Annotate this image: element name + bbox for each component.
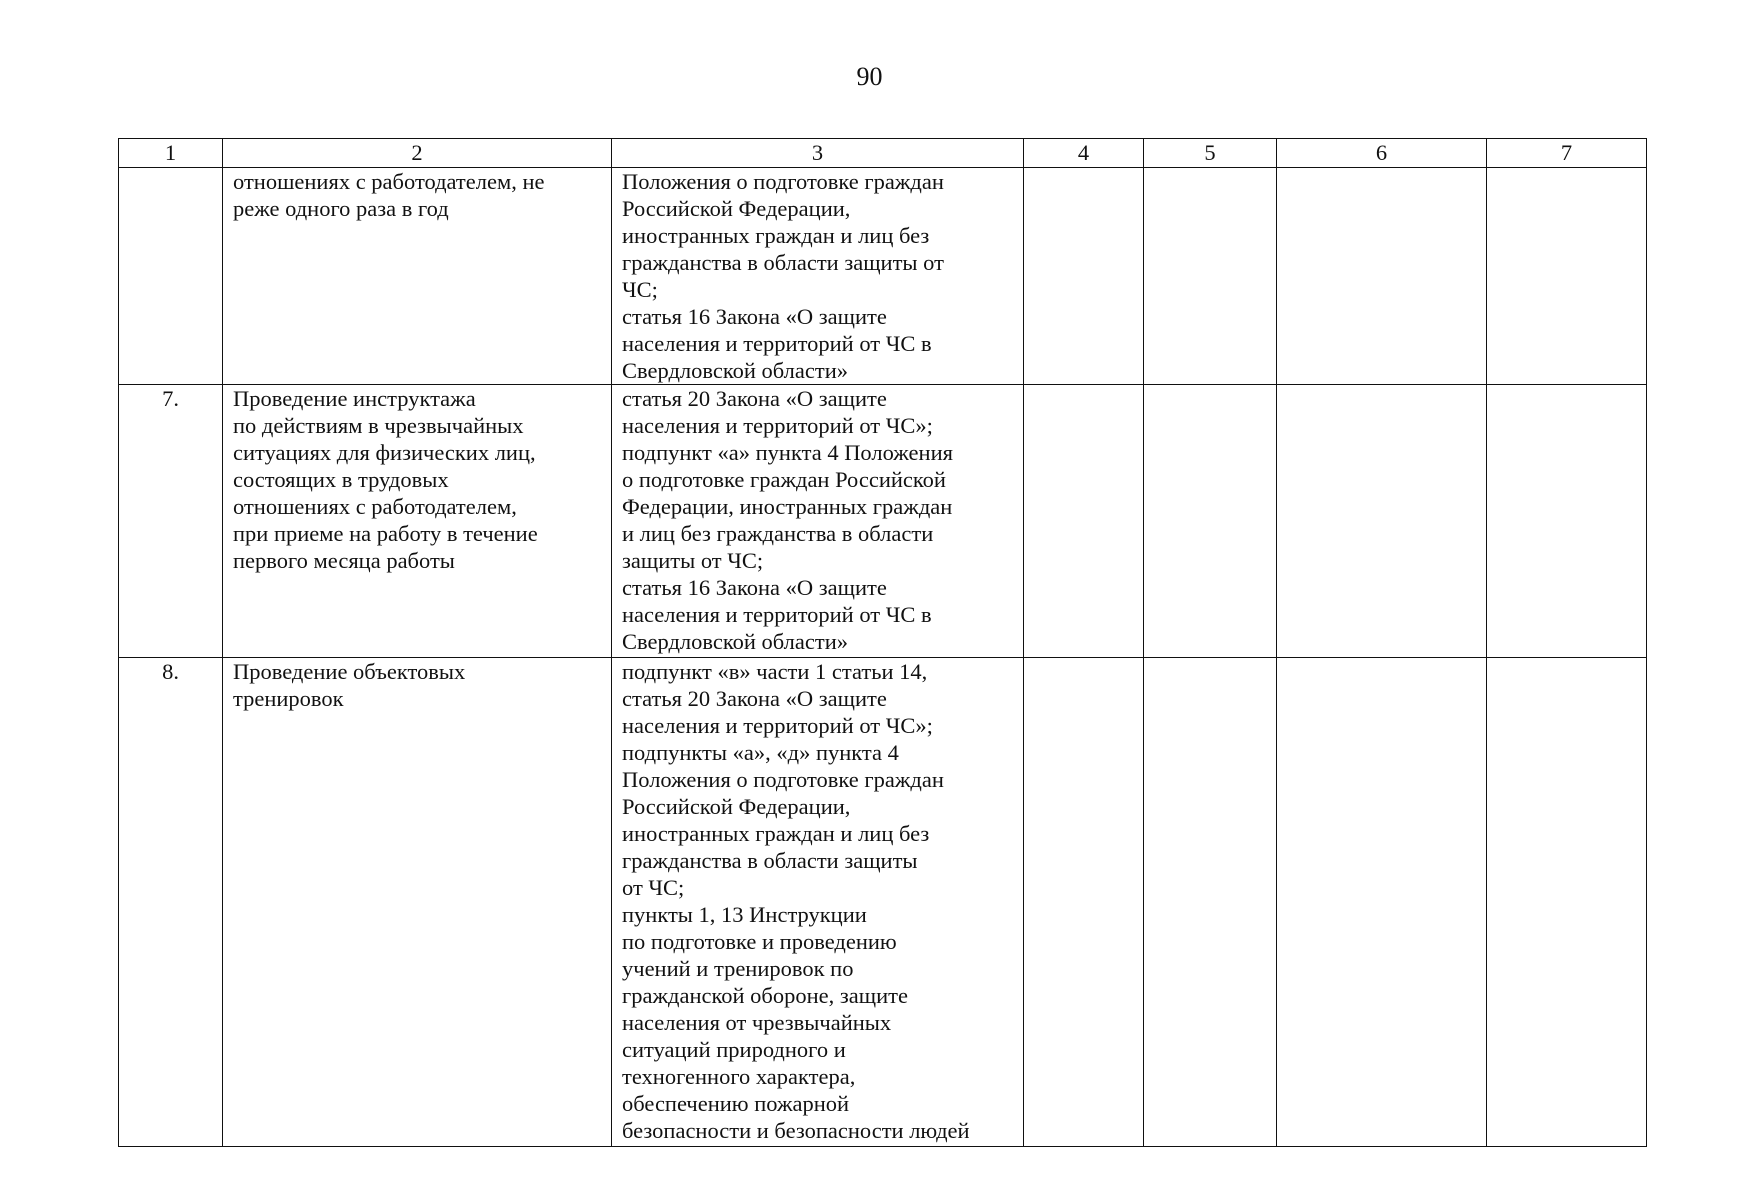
- text-line: Российской Федерации,: [622, 196, 851, 221]
- text-line: отношениях с работодателем, не: [233, 169, 545, 194]
- text-line: защиты от ЧС;: [622, 548, 764, 573]
- text-line: и лиц без гражданства в области: [622, 521, 934, 546]
- text-line: реже одного раза в год: [233, 196, 449, 221]
- column-header: 7: [1487, 139, 1647, 168]
- text-line: Положения о подготовке граждан: [622, 169, 944, 194]
- text-line: тренировок: [233, 686, 344, 711]
- column-header: 4: [1024, 139, 1144, 168]
- text-line: Положения о подготовке граждан: [622, 767, 944, 792]
- text-line: отношениях с работодателем,: [233, 494, 517, 519]
- text-line: населения и территорий от ЧС в: [622, 602, 932, 627]
- page-number: 90: [856, 62, 883, 91]
- text-line: подпункт «в» части 1 статьи 14,: [622, 659, 928, 684]
- empty-cell: [1277, 168, 1487, 385]
- text-line: Свердловской области»: [622, 358, 849, 383]
- text-line: ЧС;: [622, 277, 658, 302]
- text-line: иностранных граждан и лиц без: [622, 223, 930, 248]
- text-line: населения и территорий от ЧС»;: [622, 413, 933, 438]
- table-row: [119, 385, 1647, 658]
- legal-basis-cell: [612, 658, 1024, 1147]
- empty-cell: [1487, 658, 1647, 1147]
- empty-cell: [1277, 658, 1487, 1147]
- text-line: при приеме на работу в течение: [233, 521, 538, 546]
- activity-cell: [223, 168, 612, 385]
- row-number: 7.: [119, 385, 223, 658]
- empty-cell: [1144, 168, 1277, 385]
- column-header: 2: [223, 139, 612, 168]
- empty-cell: [1487, 168, 1647, 385]
- text-line: обеспечению пожарной: [622, 1091, 850, 1116]
- text-line: Проведение инструктажа: [233, 386, 476, 411]
- table-row: [119, 658, 1647, 1147]
- row-number: [119, 168, 223, 385]
- empty-cell: [1487, 385, 1647, 658]
- text-line: учений и тренировок по: [622, 956, 854, 981]
- text-line: гражданства в области защиты от: [622, 250, 944, 275]
- text-line: первого месяца работы: [233, 548, 455, 573]
- text-line: статья 16 Закона «О защите: [622, 575, 887, 600]
- text-line: техногенного характера,: [622, 1064, 856, 1089]
- text-line: Проведение объектовых: [233, 659, 466, 684]
- legal-basis-cell: [612, 168, 1024, 385]
- text-line: гражданства в области защиты: [622, 848, 918, 873]
- table-row: [119, 168, 1647, 385]
- legal-basis-cell: [612, 385, 1024, 658]
- text-line: безопасности и безопасности людей: [622, 1118, 970, 1143]
- activity-cell: [223, 385, 612, 658]
- column-header: 1: [119, 139, 223, 168]
- text-line: гражданской обороне, защите: [622, 983, 908, 1008]
- column-header: 3: [612, 139, 1024, 168]
- text-line: по действиям в чрезвычайных: [233, 413, 524, 438]
- text-line: статья 16 Закона «О защите: [622, 304, 887, 329]
- text-line: о подготовке граждан Российской: [622, 467, 946, 492]
- text-line: населения и территорий от ЧС»;: [622, 713, 933, 738]
- empty-cell: [1144, 385, 1277, 658]
- column-header: 6: [1277, 139, 1487, 168]
- text-line: подпункт «а» пункта 4 Положения: [622, 440, 953, 465]
- text-line: от ЧС;: [622, 875, 685, 900]
- text-line: Федерации, иностранных граждан: [622, 494, 953, 519]
- text-line: состоящих в трудовых: [233, 467, 449, 492]
- text-line: ситуаций природного и: [622, 1037, 846, 1062]
- text-line: иностранных граждан и лиц без: [622, 821, 930, 846]
- empty-cell: [1144, 658, 1277, 1147]
- text-line: по подготовке и проведению: [622, 929, 897, 954]
- text-line: ситуациях для физических лиц,: [233, 440, 536, 465]
- text-line: подпункты «а», «д» пункта 4: [622, 740, 899, 765]
- text-line: Свердловской области»: [622, 629, 849, 654]
- text-line: статья 20 Закона «О защите: [622, 686, 887, 711]
- regulation-table: [118, 138, 1647, 1147]
- text-line: населения от чрезвычайных: [622, 1010, 892, 1035]
- row-number: 8.: [119, 658, 223, 1147]
- column-header: 5: [1144, 139, 1277, 168]
- header-row: [119, 139, 1647, 168]
- empty-cell: [1024, 168, 1144, 385]
- text-line: населения и территорий от ЧС в: [622, 331, 932, 356]
- text-line: пункты 1, 13 Инструкции: [622, 902, 867, 927]
- empty-cell: [1024, 658, 1144, 1147]
- activity-cell: [223, 658, 612, 1147]
- empty-cell: [1277, 385, 1487, 658]
- empty-cell: [1024, 385, 1144, 658]
- text-line: статья 20 Закона «О защите: [622, 386, 887, 411]
- text-line: Российской Федерации,: [622, 794, 851, 819]
